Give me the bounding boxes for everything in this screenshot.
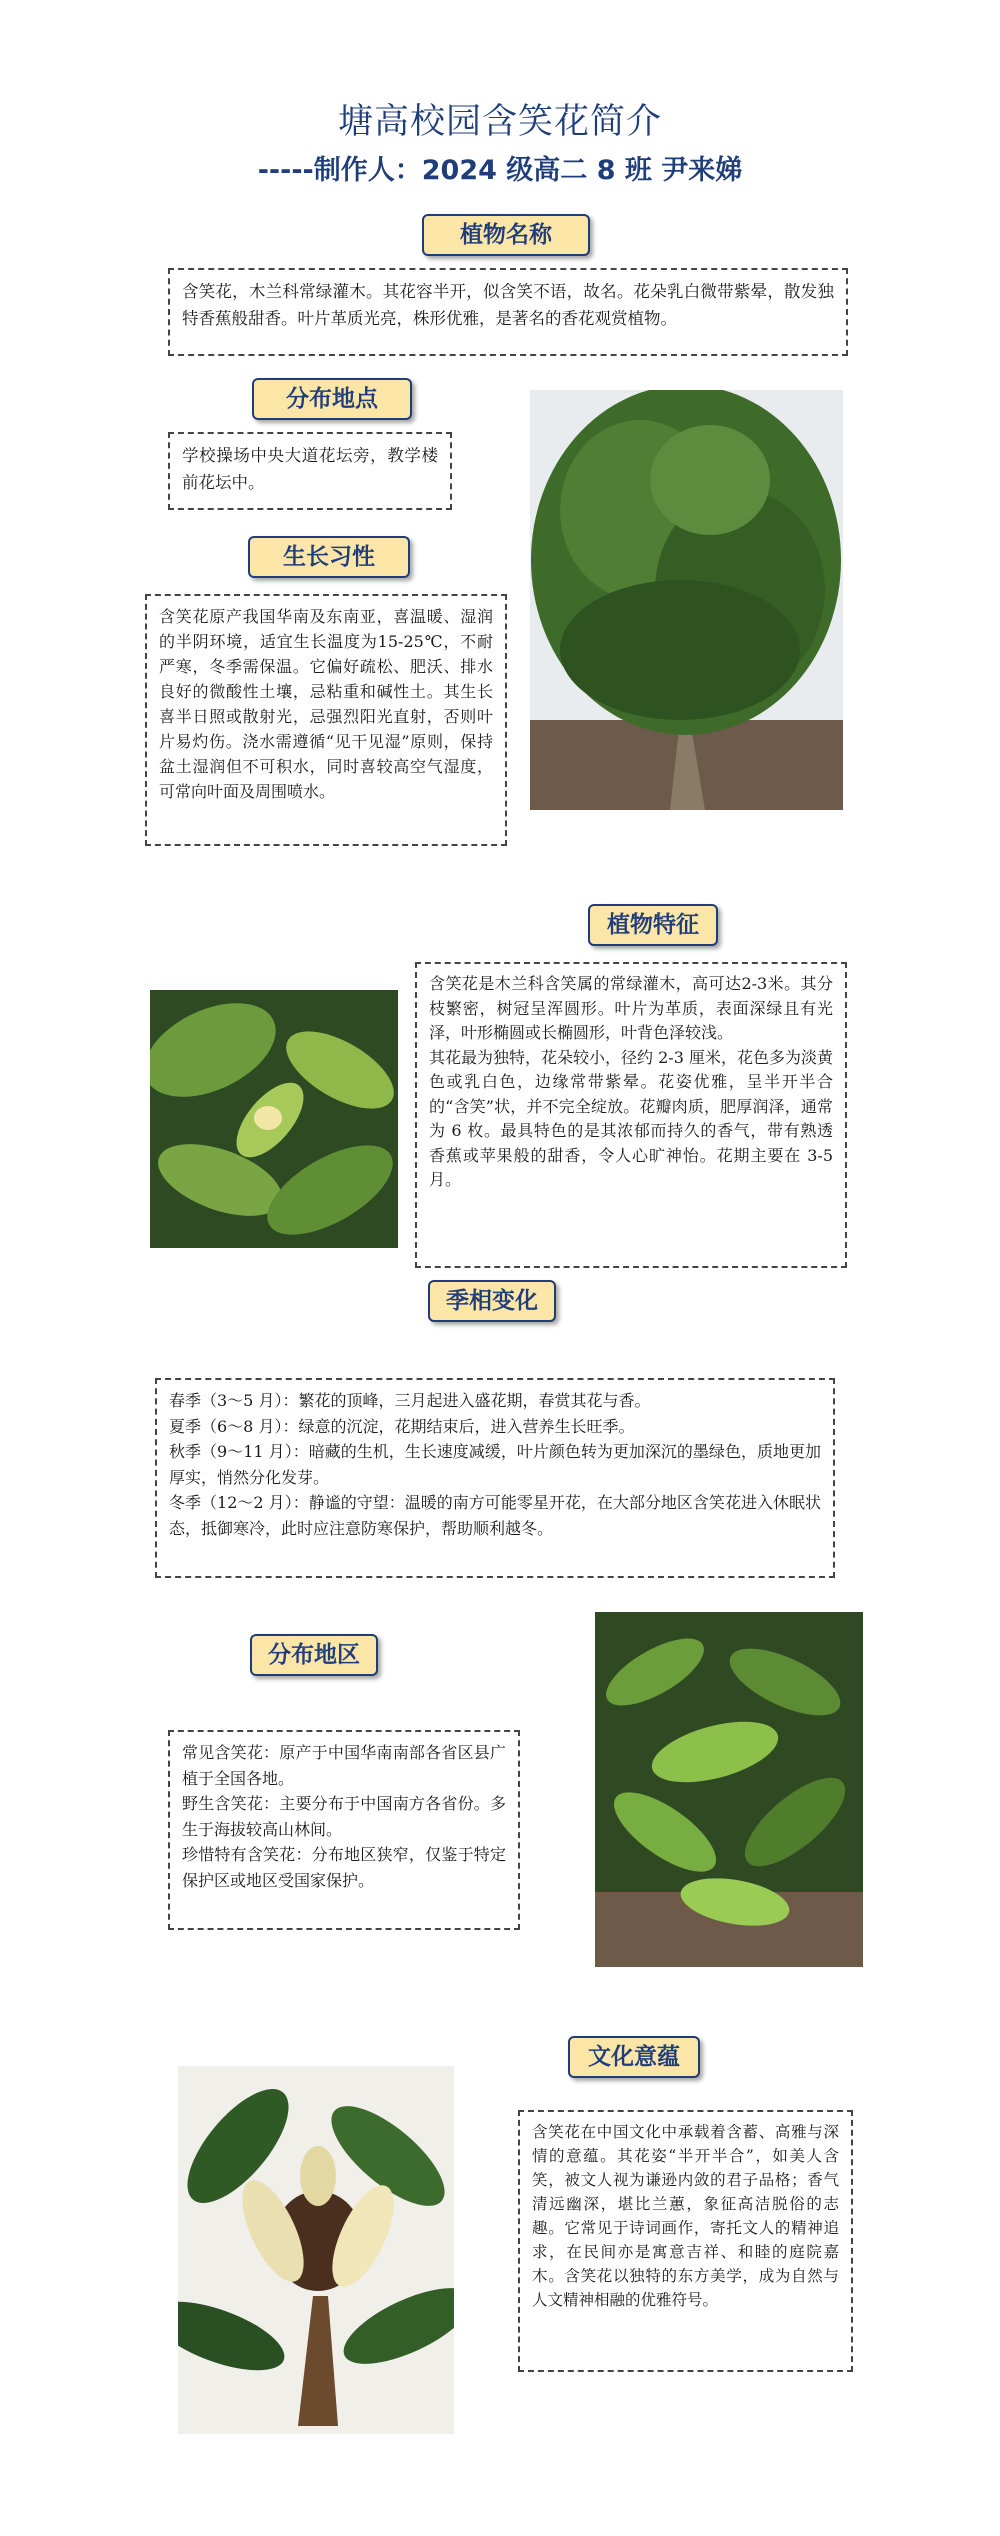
shrub-photo [530,390,843,810]
flower-bud-photo [150,990,398,1248]
features-text [415,962,847,1268]
page-subtitle: -----制作人：2024 级高二 8 班 尹来娣 [257,155,743,186]
distribution-line: 野生含笑花：主要分布于中国南方各省份。多生于海拔较高山林间。 [182,1794,506,1839]
heading-plant-name: 植物名称 [422,214,590,256]
plant-name-text [168,268,848,356]
location-text [168,432,452,510]
leaves-photo [595,1612,863,1967]
heading-location: 分布地点 [252,378,412,420]
heading-features: 植物特征 [588,904,718,946]
heading-seasons: 季相变化 [428,1280,556,1322]
growth-habit-line: 含笑花原产我国华南及东南亚，喜温暖、湿润的半阴环境，适宜生长温度为15-25℃，不耐严寒，冬季需保温。它偏好疏松、肥沃、排水良好的微酸性土壤，忌粘重和碱性土。其生长喜半日照或散射光，忌强烈阳光直射，否则叶片易灼伤。浇水需遵循“见干见湿”原则，保持盆土湿润但不可积水，同时喜较高空气湿度，可常向叶面及周围喷水。 [159,607,493,801]
heading-growth-habit: 生长习性 [248,536,410,578]
features-line: 含笑花是木兰科含笑属的常绿灌木，高可达2-3米。其分枝繁密，树冠呈浑圆形。叶片为革质，表面深绿且有光泽，叶形椭圆或长椭圆形，叶背色泽较浅。 [429,974,833,1042]
heading-distribution: 分布地区 [250,1634,378,1676]
culture-line: 含笑花在中国文化中承载着含蓄、高雅与深情的意蕴。其花姿“半开半合”，如美人含笑，被文人视为谦逊内敛的君子品格；香气清远幽深，堪比兰蕙，象征高洁脱俗的志趣。它常见于诗词画作，寄托文人的精神追求，在民间亦是寓意吉祥、和睦的庭院嘉木。含笑花以独特的东方美学，成为自然与人文精神相融的优雅符号。 [532,2123,839,2309]
open-flower-photo [178,2066,454,2434]
season-line: 春季（3～5 月）：繁花的顶峰，三月起进入盛花期，春赏其花与香。 [169,1391,651,1410]
plant-name-line: 含笑花，木兰科常绿灌木。其花容半开，似含笑不语，故名。花朵乳白微带紫晕，散发独特香蕉般甜香。叶片革质光亮，株形优雅，是著名的香花观赏植物。 [182,282,834,328]
seasons-text [155,1378,835,1578]
season-line: 夏季（6～8 月）：绿意的沉淀，花期结束后，进入营养生长旺季。 [169,1416,635,1436]
page-title: 塘高校园含笑花简介 [337,102,662,142]
distribution-line: 珍惜特有含笑花：分布地区狭窄，仅鉴于特定保护区或地区受国家保护。 [182,1845,506,1890]
heading-culture: 文化意蕴 [568,2036,700,2078]
features-line: 其花最为独特，花朵较小，径约 2-3 厘米，花色多为淡黄色或乳白色，边缘常带紫晕。花姿优雅，呈半开半合的“含笑”状，并不完全绽放。花瓣肉质，肥厚润泽，通常为 6 枚。最具特色的是其浓郁而持久的香气，带有熟透香蕉或苹果般的甜香，令人心旷神怡。花期主要在 3-5 月。 [429,1047,833,1189]
culture-text [518,2110,853,2372]
growth-habit-text [145,594,507,846]
distribution-text [168,1730,520,1930]
distribution-line: 常见含笑花：原产于中国华南南部各省区县广植于全国各地。 [182,1743,506,1788]
season-line: 冬季（12～2 月）：静谧的守望：温暖的南方可能零星开花，在大部分地区含笑花进入休眠状态，抵御寒冷，此时应注意防寒保护，帮助顺利越冬。 [169,1493,821,1538]
location-line: 学校操场中央大道花坛旁，教学楼前花坛中。 [182,446,438,492]
season-line: 秋季（9～11 月）：暗藏的生机，生长速度减缓，叶片颜色转为更加深沉的墨绿色，质地更加厚实，悄然分化发芽。 [169,1442,821,1487]
